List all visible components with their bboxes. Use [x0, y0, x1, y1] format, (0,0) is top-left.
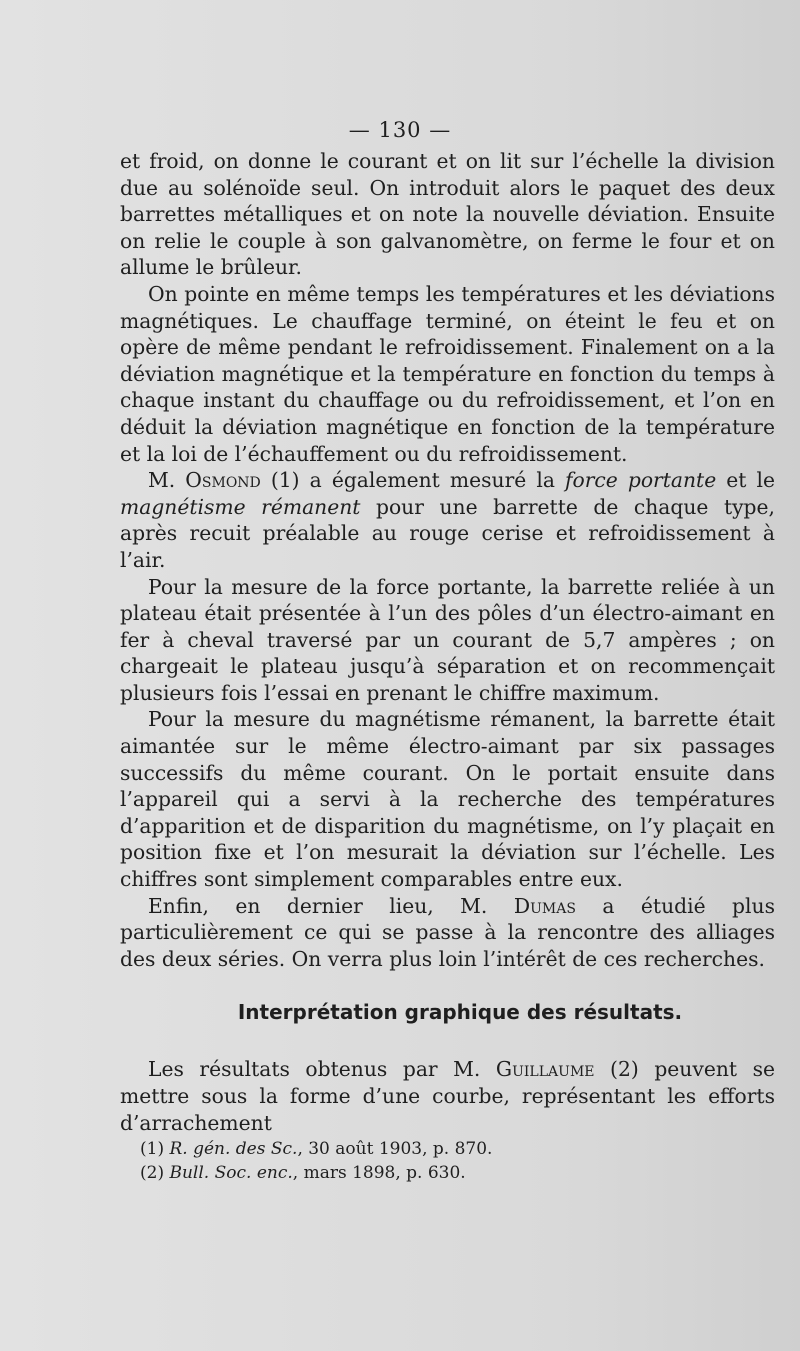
- paragraph: [120, 148, 775, 281]
- paragraph: [120, 706, 775, 892]
- footnote: [140, 1161, 740, 1185]
- text-segment: magnétisme rémanent: [120, 494, 361, 519]
- text-segment: Pour la mesure de la force portante, la barrette reliée à un plateau était présentée à l’un des pôles d’un électro-aimant en fer à cheval traversé par un courant de 5,7 ampères ; on chargeait le plateau jusqu’à séparation et on recommençait plusieurs fois l’essai en prenant le chiffre maximum.: [120, 574, 775, 705]
- paragraph: [120, 574, 775, 707]
- text-segment: Enfin, en dernier lieu, M.: [148, 893, 514, 918]
- text-segment: force portante: [565, 468, 717, 493]
- text-segment: et froid, on donne le courant et on lit sur l’échelle la division due au solénoïde seul. On introduit alors le paquet des deux barrettes métalliques et on note la nouvelle déviation. Ensuite on relie le couple à son galvanomètre, on ferme le four et on allume le brûleur.: [120, 149, 775, 280]
- paragraph: [120, 893, 775, 973]
- text-segment: (1): [140, 1139, 170, 1159]
- footnote: [140, 1137, 740, 1161]
- body-text-continued: [120, 1056, 775, 1137]
- body-text: [120, 148, 775, 972]
- page-number: — 130 —: [348, 118, 452, 142]
- text-segment: Guillaume: [495, 1057, 595, 1081]
- text-segment: M.: [148, 468, 186, 493]
- paragraph: [120, 1056, 775, 1137]
- footnotes: [140, 1137, 740, 1185]
- text-segment: , 30 août 1903, p. 870.: [297, 1139, 493, 1159]
- section-heading: Interprétation graphique des résultats.: [237, 1000, 683, 1024]
- text-segment: et le: [716, 468, 775, 493]
- text-segment: On pointe en même temps les températures et les déviations magnétiques. Le chauffage terminé, on éteint le feu et on opère de même pendant le refroidissement. Finalement on a la déviation magnétique et la température en fonction du temps à chaque instant du chauffage ou du refroidissement, et l’on en déduit la déviation magnétique en fonction de la température et la loi de l’échauffement ou du refroidissement.: [120, 281, 775, 466]
- text-segment: , mars 1898, p. 630.: [292, 1163, 466, 1183]
- paragraph: [120, 467, 775, 573]
- text-segment: Les résultats obtenus par M.: [148, 1057, 496, 1081]
- text-segment: Pour la mesure du magnétisme rémanent, la barrette était aimantée sur le même électro-aimant par six passages successifs du même courant. On le portait ensuite dans l’appareil qui a servi à la recherche des températures d’apparition et de disparition du magnétisme, on l’y plaçait en position fixe et l’on mesurait la déviation sur l’échelle. Les chiffres sont simplement comparables entre eux.: [120, 707, 775, 892]
- text-segment: Osmond: [185, 468, 261, 493]
- text-segment: (1) a également mesuré la: [260, 468, 566, 493]
- text-segment: a étudié plus particulièrement ce qui se passe à la rencontre des alliages des deux séries. On verra plus loin l’intérêt de ces recherches.: [120, 893, 775, 971]
- paragraph: [120, 281, 775, 467]
- text-segment: R. gén. des Sc.: [169, 1139, 298, 1159]
- text-segment: (2): [140, 1163, 170, 1183]
- text-segment: Dumas: [513, 893, 576, 918]
- text-segment: (2) peuvent se mettre sous la forme d’une courbe, représentant les efforts d’arrachement: [120, 1057, 775, 1135]
- text-segment: pour une barrette de chaque type, après recuit préalable au rouge cerise et refroidissement à l’air.: [120, 494, 775, 572]
- text-segment: Bull. Soc. enc.: [169, 1163, 293, 1183]
